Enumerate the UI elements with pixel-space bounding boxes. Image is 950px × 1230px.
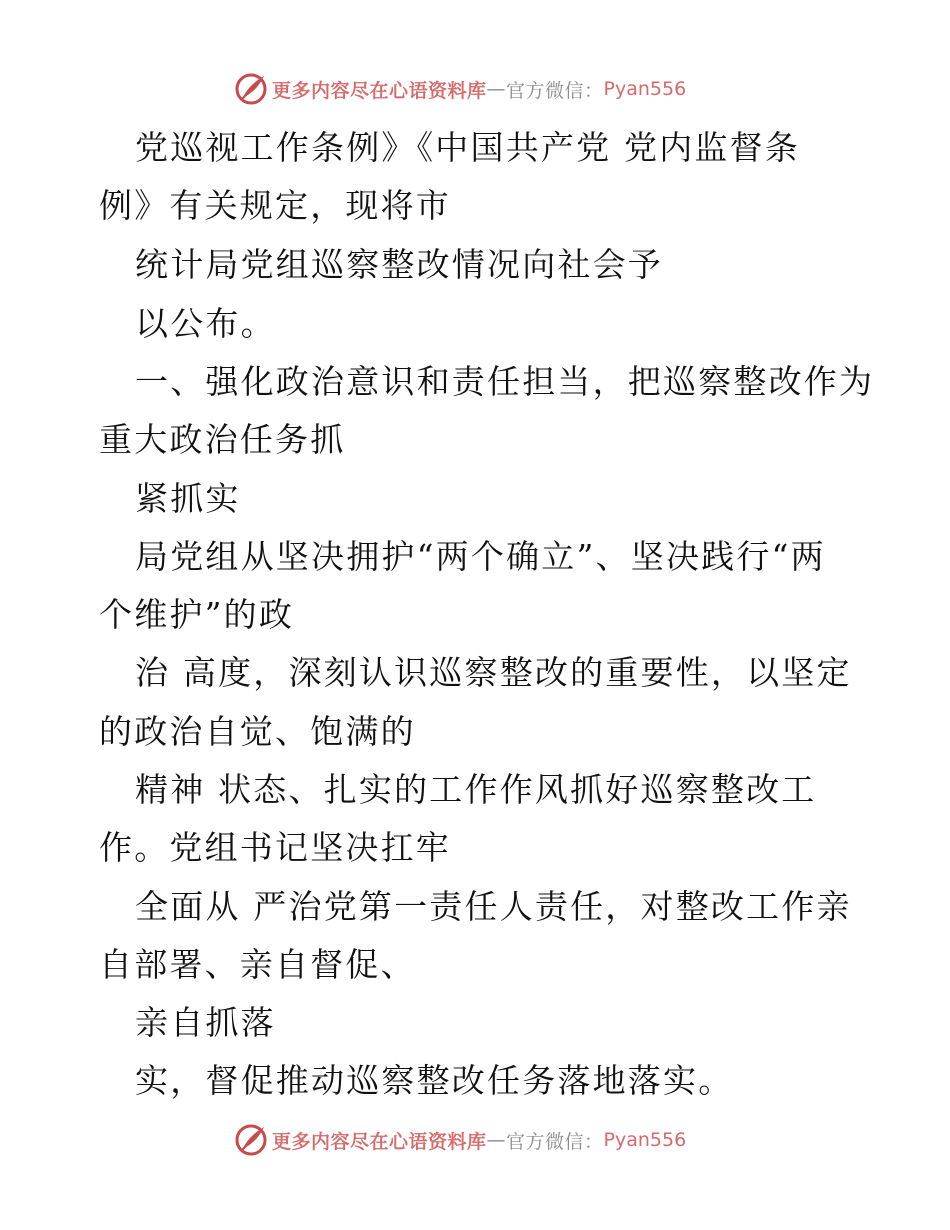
watermark-wechat-label: 官方微信： <box>506 1130 604 1153</box>
watermark-dash: — <box>486 1129 507 1151</box>
text-line: 统计局党组巡察整改情况向社会予 <box>135 245 663 284</box>
footer-watermark <box>234 1123 686 1157</box>
text-line: 自部署、亲自督促、 <box>99 945 416 984</box>
watermark-site-text: 更多内容尽在心语资料库 <box>272 79 487 102</box>
text-line: 全面从 严治党第一责任人责任，对整改工作亲 <box>135 887 852 926</box>
watermark-wechat-id: Pyan556 <box>603 1129 687 1151</box>
text-line: 治 高度，深刻认识巡察整改的重要性，以坚定 <box>135 653 852 692</box>
watermark-wechat-id: Pyan556 <box>603 78 687 100</box>
text-line: 局党组从坚决拥护“两个确立”、坚决践行“两 <box>135 537 826 576</box>
text-line: 以公布。 <box>135 304 276 343</box>
text-line: 亲自抓落 <box>135 1003 276 1042</box>
watermark-dash: — <box>486 78 507 100</box>
text-line: 党巡视工作条例》《中国共产党 党内监督条 <box>135 128 800 167</box>
text-line: 一、强化政治意识和责任担当，把巡察整改作为 <box>135 362 875 401</box>
text-line: 例》有关规定，现将市 <box>99 186 451 225</box>
feather-pen-logo-icon <box>234 1123 268 1157</box>
text-line: 精神 状态、扎实的工作作风抓好巡察整改工 <box>135 770 817 809</box>
text-line: 实，督促推动巡察整改任务落地落实。 <box>135 1061 734 1100</box>
text-line: 重大政治任务抓 <box>99 420 346 459</box>
text-line: 紧抓实 <box>135 479 241 518</box>
watermark-site-text: 更多内容尽在心语资料库 <box>272 1130 487 1153</box>
text-line: 作。党组书记坚决扛牢 <box>99 828 451 867</box>
watermark-wechat-label: 官方微信： <box>506 79 604 102</box>
text-line: 个维护”的政 <box>99 595 295 634</box>
text-line: 的政治自觉、饱满的 <box>99 712 416 751</box>
